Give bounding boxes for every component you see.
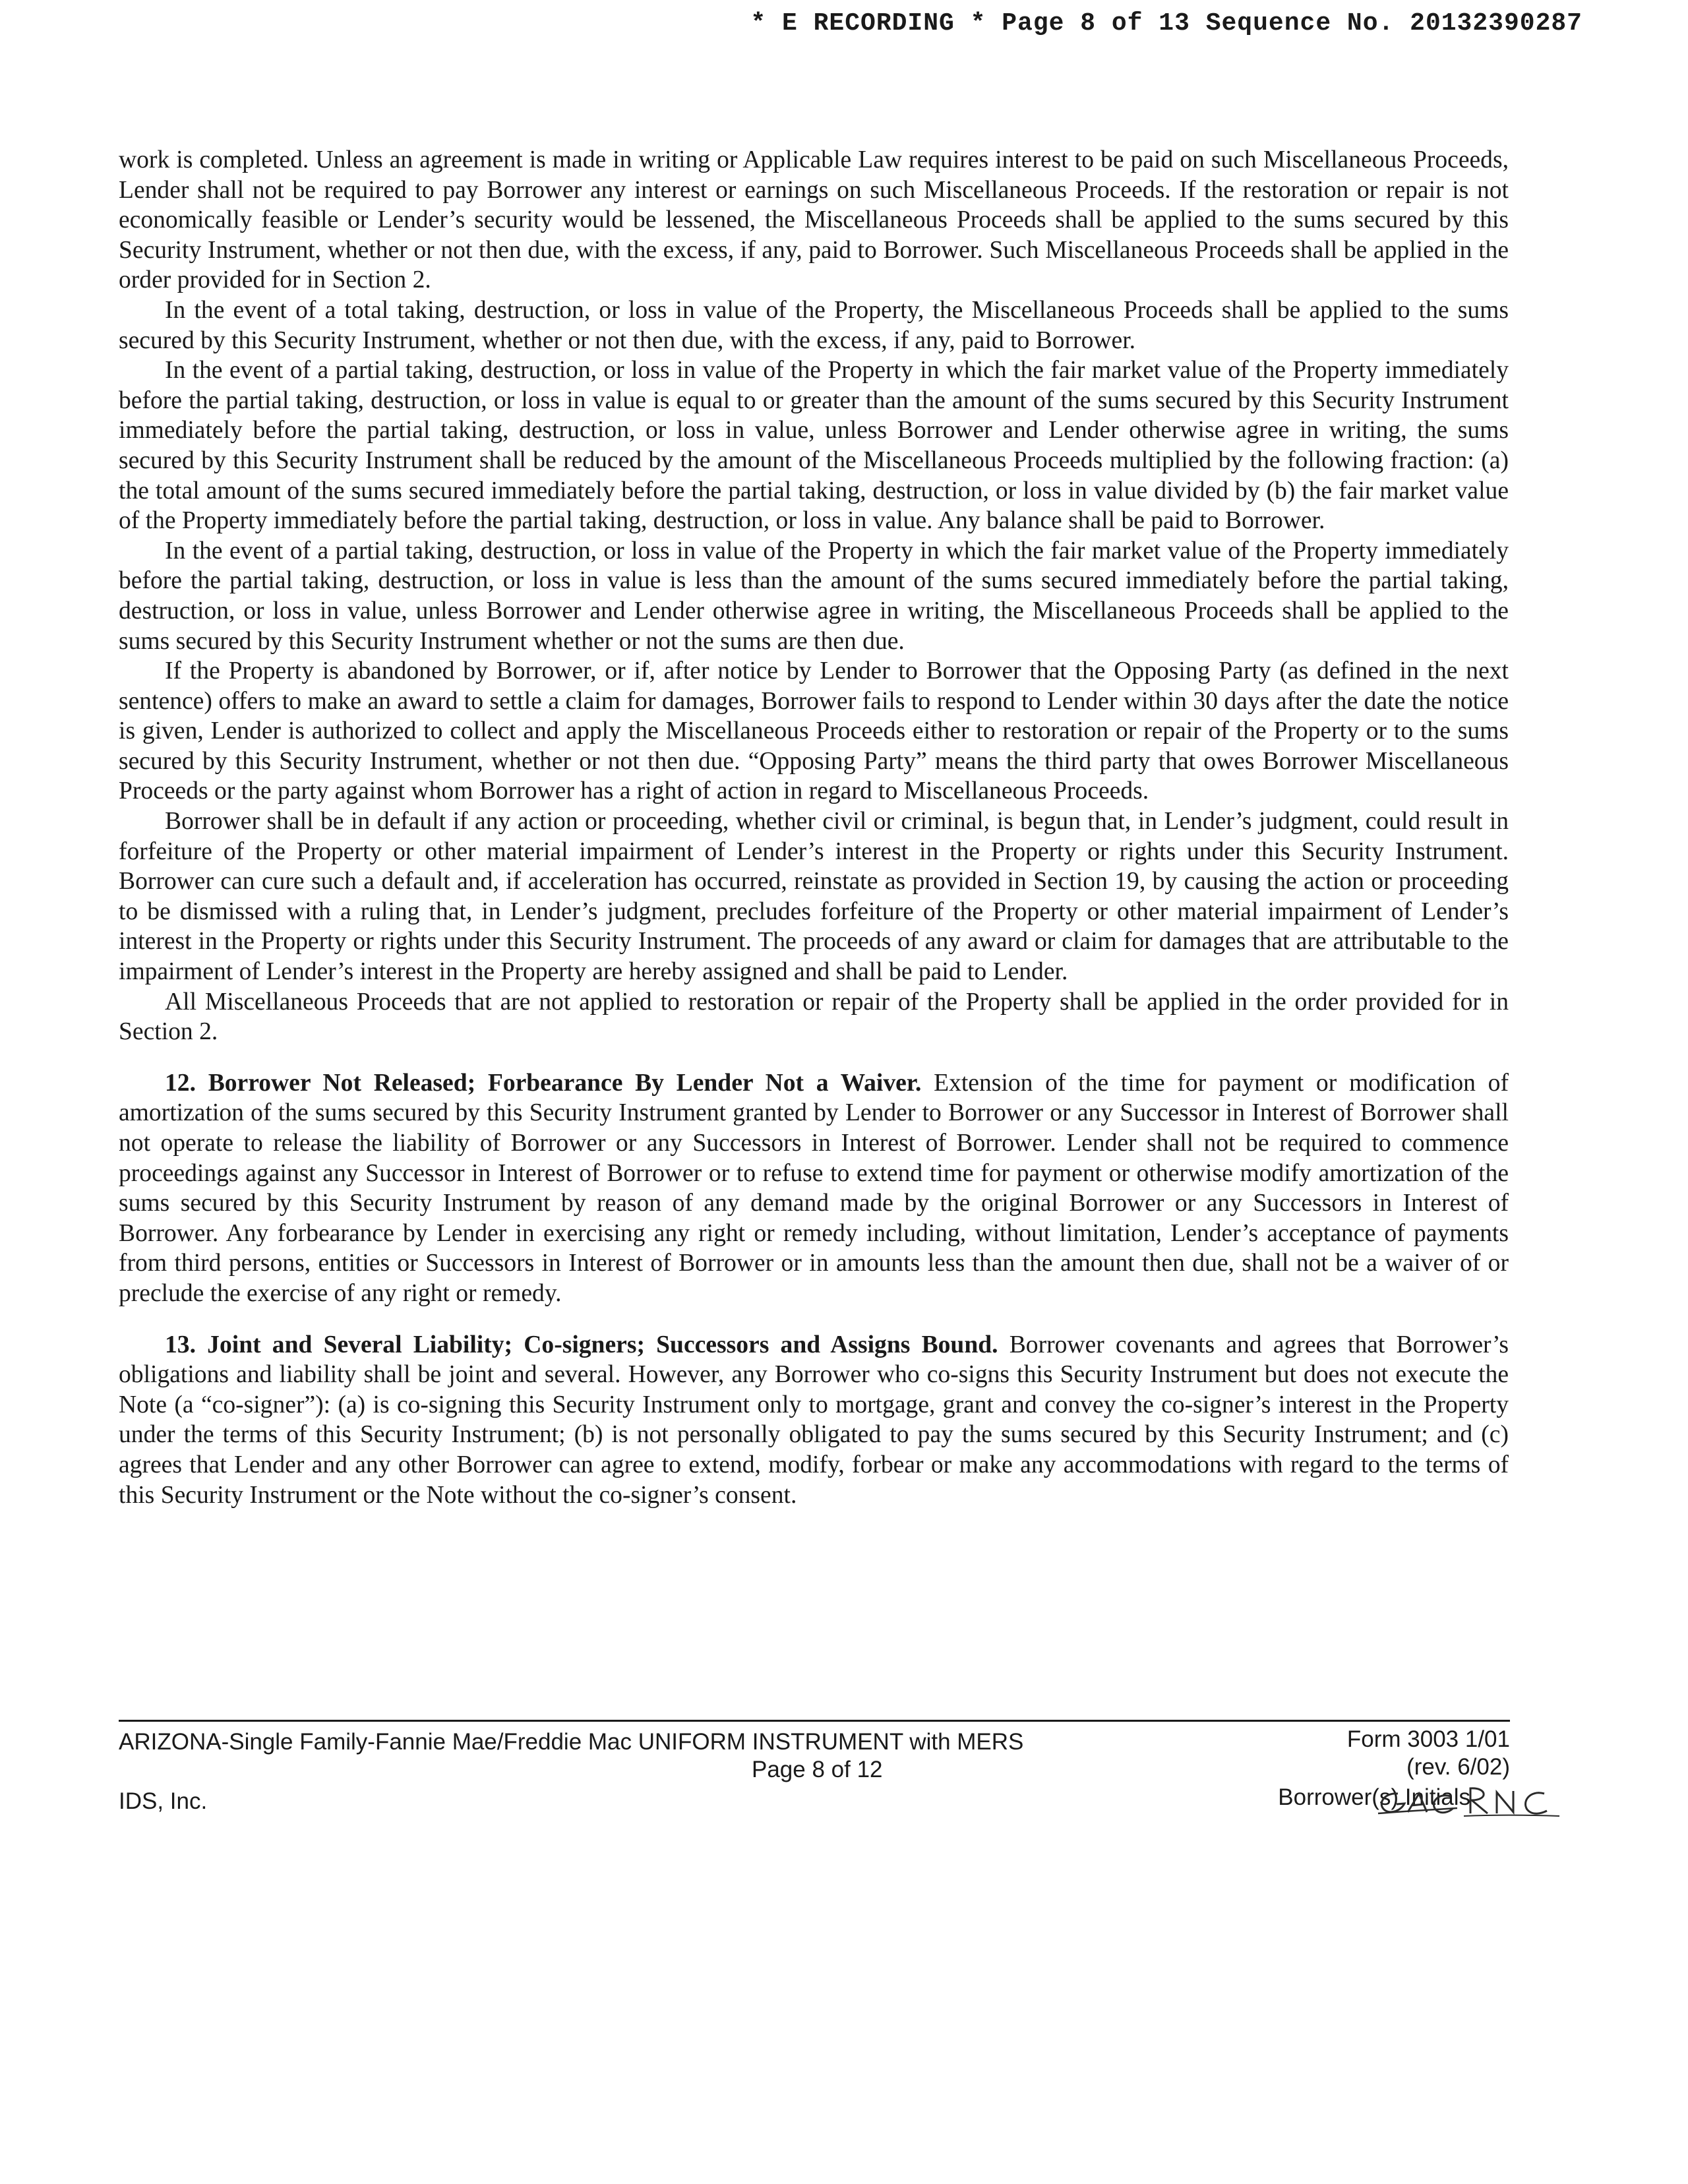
paragraph-all-proceeds: All Miscellaneous Proceeds that are not applied to restoration or repair of the Property shall be applied in the order provided for in Section 2. (119, 988, 1509, 1046)
paragraph-partial-taking-less: In the event of a partial taking, destruction, or loss in value of the Property in which the fair market value of the Property immediately before the partial taking, destruction, or loss in value is less than the amount of the sums secured immediately before the partial taking, destruction, or loss in value, unless Borrower and Lender otherwise agree in writing, the Miscellaneous Proceeds shall be applied to the sums secured by this Security Instrument whether or not the sums are then due. (119, 537, 1509, 655)
footer-form-title: ARIZONA-Single Family-Fannie Mae/Freddie Mac UNIFORM INSTRUMENT with MERS (119, 1729, 1024, 1755)
section-12 (119, 1068, 1509, 1309)
recording-header: * E RECORDING * Page 8 of 13 Sequence No. 20132390287 (750, 9, 1582, 38)
handwritten-initials-signature (1372, 1774, 1563, 1827)
section-12-heading: 12. Borrower Not Released; Forbearance By Lender Not a Waiver. (165, 1069, 922, 1097)
footer-page-number: Page 8 of 12 (752, 1757, 883, 1782)
footer-company: IDS, Inc. (119, 1788, 208, 1814)
section-13-text: Borrower covenants and agrees that Borrower’s obligations and liability shall be joint and several. However, any Borrower who co-signs this Security Instrument but does not execute the Note (a “co-signer”): (a) is co-signing this Security Instrument only to mortgage, grant and convey the co-signer’s interest in the Property under the terms of this Security Instrument; (b) is not personally obligated to pay the sums secured by this Security Instrument; and (c) agrees that Lender and any other Borrower can agree to extend, modify, forbear or make any accommodations with regard to the terms of this Security Instrument or the Note without the co-signer’s consent. (119, 1331, 1509, 1509)
paragraph-abandoned-property: If the Property is abandoned by Borrower, or if, after notice by Lender to Borrower that the Opposing Party (as defined in the next sentence) offers to make an award to settle a claim for damages, Borrower fails to respond to Lender within 30 days after the date the notice is given, Lender is authorized to collect and apply the Miscellaneous Proceeds either to restoration or repair of the Property or to the sums secured by this Security Instrument, whether or not then due. “Opposing Party” means the third party that owes Borrower Miscellaneous Proceeds or the party against whom Borrower has a right of action in regard to Miscellaneous Proceeds. (119, 657, 1509, 805)
paragraph-default: Borrower shall be in default if any action or proceeding, whether civil or criminal, is begun that, in Lender’s judgment, could result in forfeiture of the Property or other material impairment of Lender’s interest in the Property or rights under this Security Instrument. Borrower can cure such a default and, if acceleration has occurred, reinstate as provided in Section 19, by causing the action or proceeding to be dismissed with a ruling that, in Lender’s judgment, precludes forfeiture of the Property or other material impairment of Lender’s interest in the Property or rights under this Security Instrument. The proceeds of any award or claim for damages that are attributable to the impairment of Lender’s interest in the Property are hereby assigned and shall be paid to Lender. (119, 808, 1509, 986)
section-12-text: Extension of the time for payment or modification of amortization of the sums secured by this Security Instrument granted by Lender to Borrower or any Successor in Interest of Borrower shall not operate to release the liability of Borrower or any Successors in Interest of Borrower. Lender shall not be required to commence proceedings against any Successor in Interest of Borrower or to refuse to extend time for payment or otherwise modify amortization of the sums secured by this Security Instrument by reason of any demand made by the original Borrower or any Successors in Interest of Borrower. Any forbearance by Lender in exercising any right or remedy including, without limitation, Lender’s acceptance of payments from third persons, entities or Successors in Interest of Borrower or in amounts less than the amount then due, shall not be a waiver of or preclude the exercise of any right or remedy. (119, 1069, 1509, 1307)
footer-form-number: Form 3003 1/01 (1346, 1726, 1510, 1752)
footer-initials-label: Borrower(s) Initials (1278, 1784, 1470, 1810)
paragraph-partial-taking-greater: In the event of a partial taking, destruction, or loss in value of the Property in which the fair market value of the Property immediately before the partial taking, destruction, or loss in value is equal to or greater than the amount of the sums secured by this Security Instrument immediately before the partial taking, destruction, or loss in value, unless Borrower and Lender otherwise agree in writing, the sums secured by this Security Instrument shall be reduced by the amount of the Miscellaneous Proceeds multiplied by the following fraction: (a) the total amount of the sums secured immediately before the partial taking, destruction, or loss in value divided by (b) the fair market value of the Property immediately before the partial taking, destruction, or loss in value. Any balance shall be paid to Borrower. (119, 357, 1509, 535)
footer-divider (119, 1720, 1510, 1722)
document-body (119, 145, 1509, 1510)
paragraph-total-taking: In the event of a total taking, destruction, or loss in value of the Property, the Miscellaneous Proceeds shall be applied to the sums secured by this Security Instrument, whether or not then due, with the excess, if any, paid to Borrower. (119, 296, 1509, 354)
footer-revision: (rev. 6/02) (1406, 1754, 1510, 1780)
section-13 (119, 1330, 1509, 1511)
section-13-heading: 13. Joint and Several Liability; Co-signers; Successors and Assigns Bound. (165, 1331, 998, 1358)
paragraph-continuation: work is completed. Unless an agreement is made in writing or Applicable Law requires interest to be paid on such Miscellaneous Proceeds, Lender shall not be required to pay Borrower any interest or earnings on such Miscellaneous Proceeds. If the restoration or repair is not economically feasible or Lender’s security would be lessened, the Miscellaneous Proceeds shall be applied to the sums secured by this Security Instrument, whether or not then due, with the excess, if any, paid to Borrower. Such Miscellaneous Proceeds shall be applied in the order provided for in Section 2. (119, 146, 1509, 294)
